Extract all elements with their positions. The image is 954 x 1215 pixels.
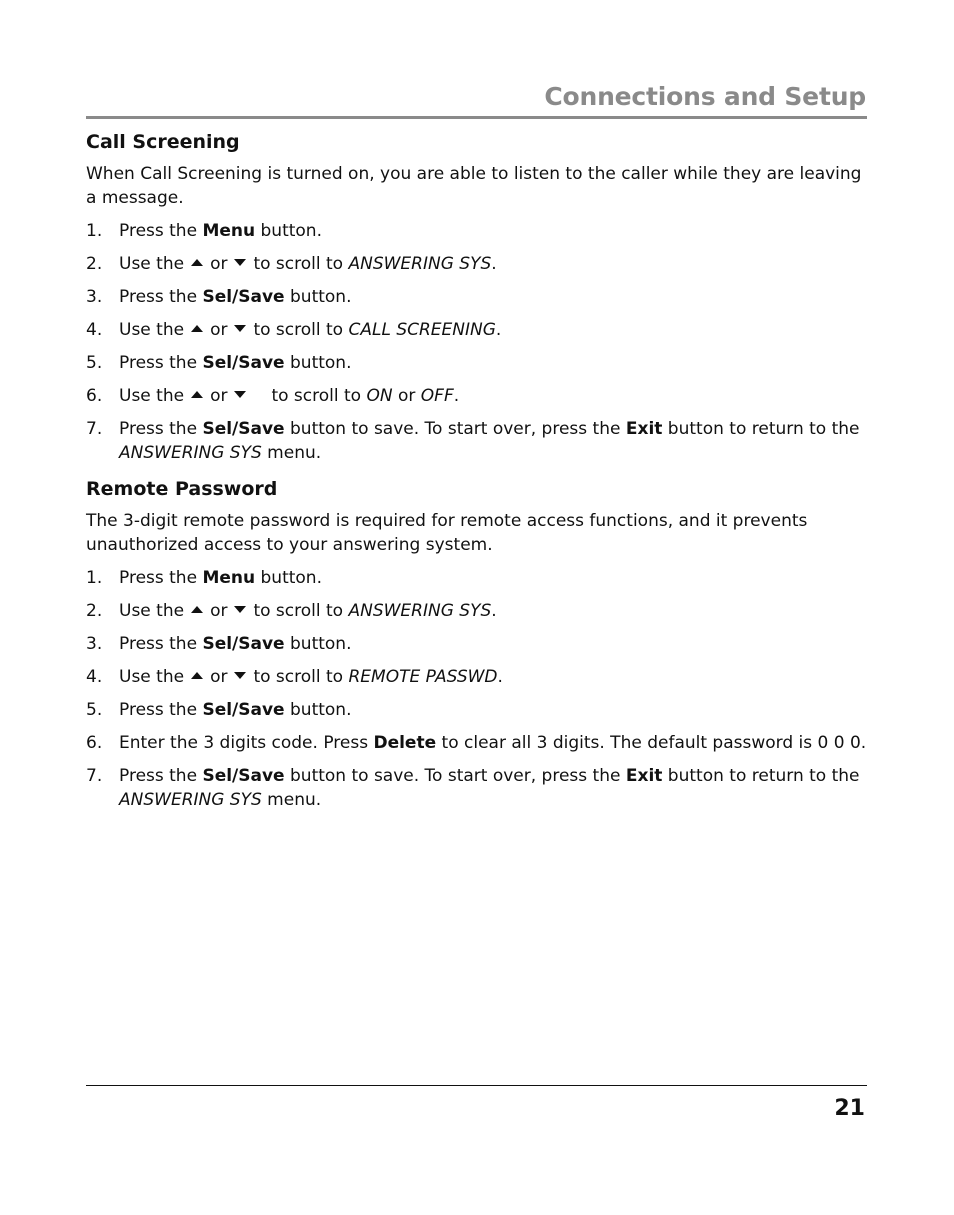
step-text: Use the [119, 601, 185, 621]
call-screening-section [86, 128, 867, 465]
step-number: 4. [86, 320, 103, 340]
step-text: or [392, 386, 421, 406]
step-text: to clear all 3 digits. The default password is 0 0 0. [436, 733, 867, 753]
button-name: Menu [202, 221, 256, 241]
step-number: 6. [86, 386, 103, 406]
step-text: menu. [261, 443, 322, 463]
step-text: Use the [119, 386, 185, 406]
menu-option: OFF [420, 386, 454, 406]
button-name: Sel/Save [202, 700, 285, 720]
call-screening-intro: When Call Screening is turned on, you are able to listen to the caller while they are leaving a message. [86, 164, 862, 208]
step-text: button to return to the [662, 766, 860, 786]
menu-option: ON [366, 386, 393, 406]
down-arrow-icon [234, 259, 246, 266]
list-item [86, 219, 867, 243]
up-arrow-icon [191, 672, 203, 679]
page-number: 21 [834, 1096, 865, 1121]
step-text: button. [255, 568, 322, 588]
step-text: to scroll to [253, 601, 349, 621]
remote-password-steps [86, 566, 867, 812]
step-text: menu. [261, 790, 322, 810]
list-item [86, 318, 867, 342]
down-arrow-icon [234, 672, 246, 679]
list-item [86, 285, 867, 309]
step-text: button to save. To start over, press the [284, 419, 626, 439]
menu-option: ANSWERING SYS [119, 790, 262, 810]
step-text: Press the [119, 287, 203, 307]
step-number: 3. [86, 634, 103, 654]
step-number: 7. [86, 419, 103, 439]
list-item [86, 731, 867, 755]
step-number: 5. [86, 353, 103, 373]
list-item [86, 351, 867, 375]
remote-password-section [86, 475, 867, 812]
header-rule [86, 116, 867, 119]
menu-option: REMOTE PASSWD [348, 667, 498, 687]
step-text: . [497, 667, 503, 687]
step-number: 6. [86, 733, 103, 753]
menu-option: ANSWERING SYS [348, 254, 492, 274]
step-text: Press the [119, 766, 203, 786]
button-name: Exit [625, 419, 663, 439]
step-text: button. [284, 700, 352, 720]
step-text: button. [284, 287, 352, 307]
step-number: 2. [86, 601, 103, 621]
list-item [86, 698, 867, 722]
down-arrow-icon [234, 325, 246, 332]
list-item [86, 632, 867, 656]
step-text: to scroll to [253, 254, 349, 274]
step-number: 5. [86, 700, 103, 720]
down-arrow-icon [234, 391, 246, 398]
remote-password-intro: The 3-digit remote password is required for remote access functions, and it prevents unauthorized access to your answering system. [86, 511, 808, 555]
step-text: to scroll to [271, 386, 367, 406]
step-text: Use the [119, 254, 185, 274]
step-text: to scroll to [253, 667, 349, 687]
step-text: button to return to the [662, 419, 860, 439]
step-text: Press the [119, 568, 203, 588]
list-item [86, 384, 867, 408]
menu-option: ANSWERING SYS [348, 601, 492, 621]
step-text: Press the [119, 700, 203, 720]
remote-password-heading: Remote Password [86, 478, 278, 500]
menu-option: CALL SCREENING [348, 320, 496, 340]
button-name: Sel/Save [202, 353, 285, 373]
down-arrow-icon [234, 606, 246, 613]
page-content [86, 128, 867, 812]
step-number: 1. [86, 568, 103, 588]
step-text: Press the [119, 634, 203, 654]
list-item [86, 764, 867, 812]
up-arrow-icon [191, 259, 203, 266]
step-text: or [210, 601, 228, 621]
button-name: Sel/Save [202, 634, 285, 654]
up-arrow-icon [191, 606, 203, 613]
button-name: Delete [373, 733, 437, 753]
button-name: Sel/Save [202, 287, 285, 307]
step-text: button to save. To start over, press the [284, 766, 626, 786]
step-text: button. [255, 221, 322, 241]
footer-rule [86, 1085, 867, 1086]
list-item [86, 599, 867, 623]
button-name: Sel/Save [202, 766, 285, 786]
step-text: Enter the 3 digits code. Press [119, 733, 374, 753]
step-text: or [210, 320, 228, 340]
step-text: or [210, 386, 228, 406]
list-item [86, 417, 867, 465]
step-text: . [453, 386, 460, 406]
call-screening-heading: Call Screening [86, 131, 240, 153]
button-name: Menu [202, 568, 256, 588]
step-text: Press the [119, 419, 203, 439]
button-name: Exit [625, 766, 663, 786]
step-text: Press the [119, 353, 203, 373]
step-text: to scroll to [253, 320, 349, 340]
step-number: 4. [86, 667, 103, 687]
step-text: Press the [119, 221, 203, 241]
page-header-title: Connections and Setup [544, 82, 866, 111]
step-text: or [210, 254, 228, 274]
step-number: 3. [86, 287, 103, 307]
step-number: 2. [86, 254, 103, 274]
call-screening-steps [86, 219, 867, 465]
button-name: Sel/Save [202, 419, 285, 439]
step-text: . [491, 601, 497, 621]
menu-option: ANSWERING SYS [119, 443, 262, 463]
up-arrow-icon [191, 325, 203, 332]
list-item [86, 566, 867, 590]
step-text: Use the [119, 667, 185, 687]
step-text: . [491, 254, 497, 274]
step-number: 1. [86, 221, 103, 241]
step-text: Use the [119, 320, 185, 340]
step-text: . [495, 320, 502, 340]
list-item [86, 252, 867, 276]
step-text: button. [284, 353, 352, 373]
up-arrow-icon [191, 391, 203, 398]
step-number: 7. [86, 766, 103, 786]
step-text: or [210, 667, 228, 687]
step-text: button. [284, 634, 352, 654]
list-item [86, 665, 867, 689]
